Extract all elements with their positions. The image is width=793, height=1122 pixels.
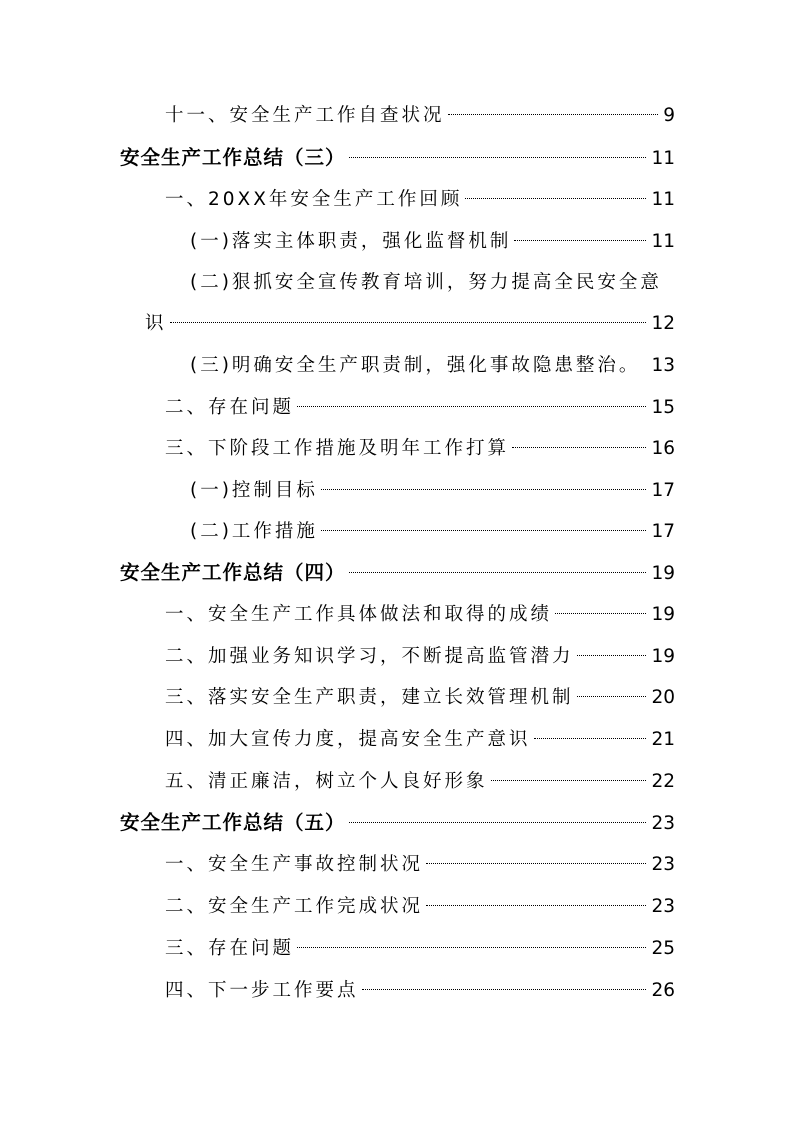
toc-dot-leader	[426, 863, 646, 864]
toc-dot-leader	[577, 655, 647, 656]
toc-dot-leader	[321, 489, 647, 490]
toc-entry-title: (二)狠抓安全宣传教育培训，努力提高全民安全意	[190, 272, 662, 293]
toc-entry-title: 二、加强业务知识学习，不断提高监管潜力	[165, 646, 574, 667]
toc-entry-title: (二)工作措施	[190, 521, 318, 542]
toc-entry[interactable]	[165, 642, 675, 672]
toc-entry[interactable]	[190, 517, 675, 547]
toc-page-number: 11	[651, 189, 675, 210]
toc-entry-title: 三、下阶段工作措施及明年工作打算	[165, 438, 510, 459]
toc-page-number: 26	[651, 980, 675, 1001]
toc-entry[interactable]	[165, 767, 675, 797]
toc-dot-leader	[426, 905, 646, 906]
toc-dot-leader	[534, 738, 647, 739]
toc-dot-leader	[577, 696, 647, 697]
toc-page-number: 23	[651, 813, 675, 834]
toc-page-number: 11	[651, 148, 675, 169]
toc-page-number: 12	[651, 313, 675, 334]
toc-page-number: 25	[651, 938, 675, 959]
toc-entry[interactable]	[190, 227, 675, 257]
toc-dot-leader	[321, 530, 647, 531]
toc-dot-leader	[170, 322, 647, 323]
toc-entry[interactable]	[165, 683, 675, 713]
toc-entry[interactable]	[165, 393, 675, 423]
toc-entry-title: 二、存在问题	[165, 397, 295, 418]
toc-entry[interactable]	[165, 600, 675, 630]
toc-entry-title: 四、加大宣传力度，提高安全生产意识	[165, 729, 531, 750]
toc-entry[interactable]	[190, 268, 675, 298]
toc-entry-title: 十一、安全生产工作自查状况	[165, 105, 445, 126]
toc-chapter-entry[interactable]	[120, 808, 675, 838]
toc-page-number: 15	[651, 397, 675, 418]
toc-page-number: 16	[651, 438, 675, 459]
toc-entry-title: 四、下一步工作要点	[165, 980, 359, 1001]
toc-page-number: 9	[663, 105, 675, 126]
toc-entry[interactable]	[165, 850, 675, 880]
toc-page-number: 17	[651, 480, 675, 501]
toc-chapter-entry[interactable]	[120, 143, 675, 173]
toc-dot-leader	[349, 822, 647, 823]
toc-entry-title: 安全生产工作总结（四）	[120, 561, 346, 584]
toc-dot-leader	[297, 406, 646, 407]
toc-entry[interactable]	[165, 101, 675, 131]
toc-entry-title: 五、清正廉洁，树立个人良好形象	[165, 771, 488, 792]
toc-entry-title: (一)控制目标	[190, 480, 318, 501]
toc-dot-leader	[448, 114, 659, 115]
toc-page-number: 19	[651, 646, 675, 667]
toc-entry-title: 二、安全生产工作完成状况	[165, 896, 424, 917]
toc-page-number: 19	[651, 604, 675, 625]
toc-entry[interactable]	[165, 976, 675, 1006]
toc-chapter-entry[interactable]	[120, 558, 675, 588]
toc-dot-leader	[362, 989, 647, 990]
toc-dot-leader	[297, 947, 646, 948]
toc-entry[interactable]	[190, 476, 675, 506]
toc-page-number: 23	[651, 854, 675, 875]
toc-page-number: 19	[651, 563, 675, 584]
toc-dot-leader	[555, 613, 646, 614]
toc-dot-leader	[512, 447, 646, 448]
toc-entry-title: (三)明确安全生产职责制，强化事故隐患整治。	[190, 355, 641, 376]
toc-entry-title: 一、安全生产工作具体做法和取得的成绩	[165, 604, 553, 625]
toc-dot-leader	[465, 198, 646, 199]
toc-entry[interactable]	[165, 185, 675, 215]
toc-page-number: 20	[651, 687, 675, 708]
toc-entry-title: 一、20XX年安全生产工作回顾	[165, 189, 463, 210]
toc-page-number: 23	[651, 896, 675, 917]
toc-dot-leader	[491, 780, 647, 781]
toc-dot-leader	[349, 572, 647, 573]
toc-entry-title: 识	[145, 313, 167, 334]
toc-entry-title: 一、安全生产事故控制状况	[165, 854, 424, 875]
toc-page-number: 11	[651, 231, 675, 252]
toc-entry[interactable]	[165, 434, 675, 464]
toc-dot-leader	[514, 240, 646, 241]
toc-entry-title: 安全生产工作总结（三）	[120, 146, 346, 169]
toc-entry[interactable]	[190, 351, 675, 381]
toc-entry-title: 安全生产工作总结（五）	[120, 811, 346, 834]
toc-entry[interactable]	[165, 725, 675, 755]
toc-page-number: 22	[651, 771, 675, 792]
toc-entry[interactable]	[165, 892, 675, 922]
toc-entry-title: 三、存在问题	[165, 938, 295, 959]
toc-entry-title: 三、落实安全生产职责，建立长效管理机制	[165, 687, 574, 708]
toc-page-number: 17	[651, 521, 675, 542]
toc-page-number: 21	[651, 729, 675, 750]
toc-entry[interactable]	[145, 309, 675, 339]
toc-dot-leader	[349, 157, 647, 158]
toc-entry[interactable]	[165, 934, 675, 964]
toc-entry-title: (一)落实主体职责，强化监督机制	[190, 231, 512, 252]
toc-page-number: 13	[651, 355, 675, 376]
